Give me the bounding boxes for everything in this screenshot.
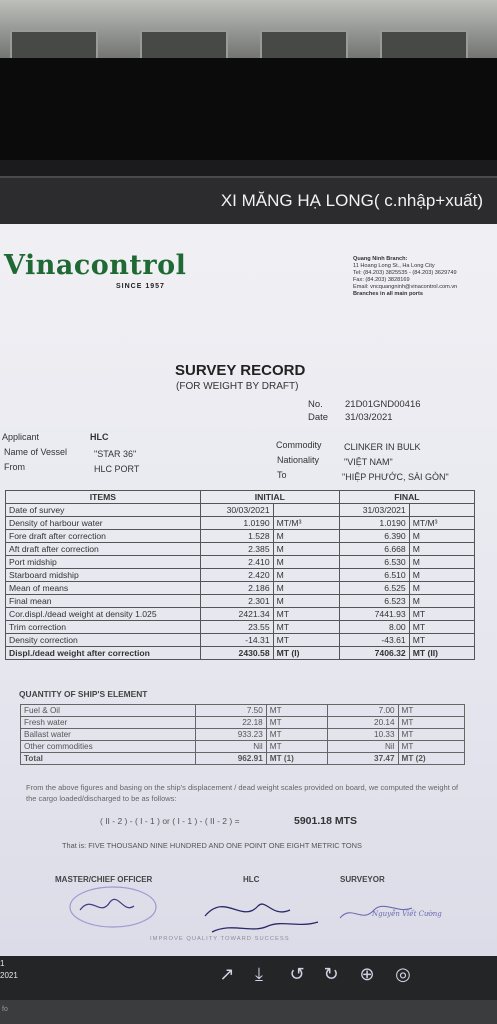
cell-name: Date of survey [6, 504, 201, 517]
items-body [6, 504, 475, 660]
cell-initial-unit: M [273, 543, 339, 556]
cell-initial: 962.91 [196, 753, 266, 765]
cell-initial-unit: MT [266, 705, 328, 717]
from-value: HLC PORT [94, 464, 140, 474]
cell-initial: 23.55 [200, 621, 273, 634]
cell-final: 6.390 [339, 530, 409, 543]
cell-name: Density correction [6, 634, 201, 647]
items-header-row [6, 491, 475, 504]
items-row [6, 582, 475, 595]
cell-final: 8.00 [339, 621, 409, 634]
background-shelf [380, 30, 468, 60]
cell-name: Ballast water [21, 729, 196, 741]
cell-final-unit: MT [409, 621, 474, 634]
cell-name: Fresh water [21, 717, 196, 729]
background-shelf [10, 30, 98, 60]
applicant-value: HLC [90, 432, 109, 442]
initial-header: INITIAL [200, 491, 339, 504]
cell-name: Fore draft after correction [6, 530, 201, 543]
nationality-value: "VIỆT NAM" [344, 457, 393, 467]
cell-final-unit: M [409, 556, 474, 569]
record-no-value: 21D01GND00416 [345, 399, 421, 410]
cell-initial: 1.528 [200, 530, 273, 543]
cell-final-unit: MT (II) [409, 647, 474, 660]
cell-initial-unit: MT (I) [273, 647, 339, 660]
cell-initial: 7.50 [196, 705, 266, 717]
document-page [0, 224, 497, 956]
nationality-label: Nationality [277, 455, 320, 465]
cell-initial: 2430.58 [200, 647, 273, 660]
to-label: To [277, 470, 287, 480]
surveyor-signature-label: SURVEYOR [340, 875, 385, 884]
cell-initial: 2421.34 [200, 608, 273, 621]
cell-final: 1.0190 [339, 517, 409, 530]
cell-final: 37.47 [328, 753, 398, 765]
cell-name: Final mean [6, 595, 201, 608]
ship-element-title: QUANTITY OF SHIP'S ELEMENT [19, 689, 148, 699]
cell-final-unit: M [409, 543, 474, 556]
items-row [6, 530, 475, 543]
cell-initial: 2.385 [200, 543, 273, 556]
background-shelf [260, 30, 348, 60]
branch-address [353, 256, 457, 298]
cell-final: 31/03/2021 [339, 504, 409, 517]
cell-initial-unit: M [273, 595, 339, 608]
cell-initial-unit: MT [266, 741, 328, 753]
record-subtitle: (FOR WEIGHT BY DRAFT) [176, 381, 299, 392]
vessel-value: "STAR 36" [94, 449, 137, 459]
branch-line: Email: vncquangninh@vinacontrol.com.vn [353, 284, 458, 290]
cell-final: 6.523 [339, 595, 409, 608]
cell-initial-unit [273, 504, 339, 517]
cell-name: Total [21, 753, 196, 765]
record-date-label: Date [308, 412, 329, 423]
items-row [6, 634, 475, 647]
cell-final-unit: MT/M³ [409, 517, 474, 530]
record-no-label: No. [308, 399, 323, 410]
cell-name: Cor.displ./dead weight at density 1.025 [6, 608, 201, 621]
cell-final: -43.61 [339, 634, 409, 647]
cell-initial-unit: MT [273, 634, 339, 647]
items-header: ITEMS [6, 491, 201, 504]
cell-initial: 2.301 [200, 595, 273, 608]
items-row [6, 543, 475, 556]
cell-initial: 2.186 [200, 582, 273, 595]
cell-initial-unit: MT [266, 729, 328, 741]
cell-initial: 22.18 [196, 717, 266, 729]
cell-name: Fuel & Oil [21, 705, 196, 717]
ship-element-table [20, 704, 465, 765]
cell-initial: 2.410 [200, 556, 273, 569]
cell-initial-unit: M [273, 556, 339, 569]
cell-final: 6.510 [339, 569, 409, 582]
page-indicator-line: 2021 [0, 971, 18, 980]
ship-element-row [21, 705, 465, 717]
ship-element-body [21, 705, 465, 765]
cell-initial-unit: MT (1) [266, 753, 328, 765]
surveyor-name: Nguyễn Viết Cường [372, 910, 442, 918]
items-row [6, 556, 475, 569]
page-indicator-line: 1 [0, 959, 5, 968]
cell-final: 7441.93 [339, 608, 409, 621]
office-background [0, 0, 497, 62]
commodity-label: Commodity [276, 440, 322, 450]
ship-element-row [21, 729, 465, 741]
redo-icon[interactable]: ↻ [323, 964, 339, 984]
cell-name: Port midship [6, 556, 201, 569]
items-row [6, 504, 475, 517]
cell-initial: -14.31 [200, 634, 273, 647]
items-row [6, 595, 475, 608]
vinacontrol-logo: Vinacontrol [4, 250, 187, 281]
cell-final-unit: MT [398, 729, 464, 741]
background-shelf [140, 30, 228, 60]
cell-final-unit: MT [398, 705, 464, 717]
download-icon[interactable]: ⤓ [255, 964, 263, 984]
ship-element-row [21, 753, 465, 765]
cell-name: Other commodities [21, 741, 196, 753]
cell-name: Displ./dead weight after correction [6, 647, 201, 660]
master-signature-label: MASTER/CHIEF OFFICER [55, 875, 153, 884]
cell-final: 20.14 [328, 717, 398, 729]
calculation-note: From the above figures and basing on the ship's displacement / dead weight scales provided on board, we computed the weight of the cargo loaded/discharged to be as follows: [26, 783, 459, 803]
master-signature [80, 899, 134, 910]
cell-name: Trim correction [6, 621, 201, 634]
cell-final: 10.33 [328, 729, 398, 741]
branch-line: Quang Ninh Branch: [353, 256, 408, 262]
cell-name: Density of harbour water [6, 517, 201, 530]
cell-final-unit: MT (2) [398, 753, 464, 765]
cell-initial-unit: M [273, 582, 339, 595]
cell-initial: 2.420 [200, 569, 273, 582]
logo-since: SINCE 1957 [116, 283, 165, 290]
share-icon[interactable]: ↗ [219, 964, 235, 984]
cell-name: Mean of means [6, 582, 201, 595]
cell-initial-unit: M [273, 530, 339, 543]
to-value: "HIỆP PHƯỚC, SÀI GÒN" [342, 472, 449, 482]
window-titlebar [0, 176, 497, 226]
cell-final: 6.530 [339, 556, 409, 569]
record-date-value: 31/03/2021 [345, 412, 393, 423]
cell-name: Aft draft after correction [6, 543, 201, 556]
cell-final: 7406.32 [339, 647, 409, 660]
ship-element-row [21, 741, 465, 753]
zoom-in-icon[interactable]: ⊕ [359, 964, 375, 984]
cell-initial: 30/03/2021 [200, 504, 273, 517]
cell-initial: Nil [196, 741, 266, 753]
items-table [5, 490, 475, 660]
bottom-strip-text: fo [2, 1006, 8, 1013]
cell-final-unit: MT [398, 717, 464, 729]
branch-line: 11 Hoang Long St., Ha Long City [353, 263, 435, 269]
vessel-label: Name of Vessel [4, 447, 68, 457]
cell-initial-unit: MT/M³ [273, 517, 339, 530]
items-row [6, 621, 475, 634]
cell-final-unit: MT [409, 634, 474, 647]
hlc-signature-label: HLC [243, 875, 260, 884]
branch-line: Tel: (84.203) 3825535 - (84.203) 3629749 [353, 270, 457, 276]
items-row [6, 647, 475, 660]
hlc-signature [205, 904, 318, 932]
cell-final: 7.00 [328, 705, 398, 717]
cell-final-unit: M [409, 582, 474, 595]
record-title: SURVEY RECORD [175, 362, 306, 379]
cell-final-unit: M [409, 595, 474, 608]
cell-final: 6.525 [339, 582, 409, 595]
cell-initial-unit: M [273, 569, 339, 582]
branch-line: Branches in all main ports [353, 291, 423, 297]
cell-final-unit: MT [409, 608, 474, 621]
final-header: FINAL [339, 491, 474, 504]
cell-final: 6.668 [339, 543, 409, 556]
monitor-bezel [0, 58, 497, 160]
items-row [6, 517, 475, 530]
cell-final-unit [409, 504, 474, 517]
items-row [6, 608, 475, 621]
cell-initial-unit: MT [273, 621, 339, 634]
items-row [6, 569, 475, 582]
result-in-words: That is: FIVE THOUSAND NINE HUNDRED AND ONE POINT ONE EIGHT METRIC TONS [62, 841, 362, 850]
fit-page-icon[interactable]: ◎ [395, 964, 411, 984]
undo-icon[interactable]: ↺ [289, 964, 305, 984]
cargo-weight-result: 5901.18 MTS [294, 815, 358, 827]
branch-line: Fax: (84.203) 3828169 [353, 277, 410, 283]
cell-initial: 933.23 [196, 729, 266, 741]
cell-initial: 1.0190 [200, 517, 273, 530]
applicant-label: Applicant [2, 432, 40, 442]
bottom-strip [0, 1000, 497, 1024]
cell-name: Starboard midship [6, 569, 201, 582]
page-indicator [0, 958, 18, 982]
commodity-value: CLINKER IN BULK [344, 442, 421, 452]
cell-final-unit: M [409, 569, 474, 582]
footer-quote: IMPROVE QUALITY TOWARD SUCCESS [150, 936, 290, 942]
window-title: XI MĂNG HẠ LONG( c.nhập+xuất) [220, 191, 483, 210]
cell-final: Nil [328, 741, 398, 753]
cell-final-unit: M [409, 530, 474, 543]
calculation-formula: ( II - 2 ) - ( I - 1 ) or ( I - 1 ) - ( II - 2 ) = [100, 816, 240, 826]
ship-element-row [21, 717, 465, 729]
cell-final-unit: MT [398, 741, 464, 753]
from-label: From [4, 462, 25, 472]
cell-initial-unit: MT [266, 717, 328, 729]
cell-initial-unit: MT [273, 608, 339, 621]
